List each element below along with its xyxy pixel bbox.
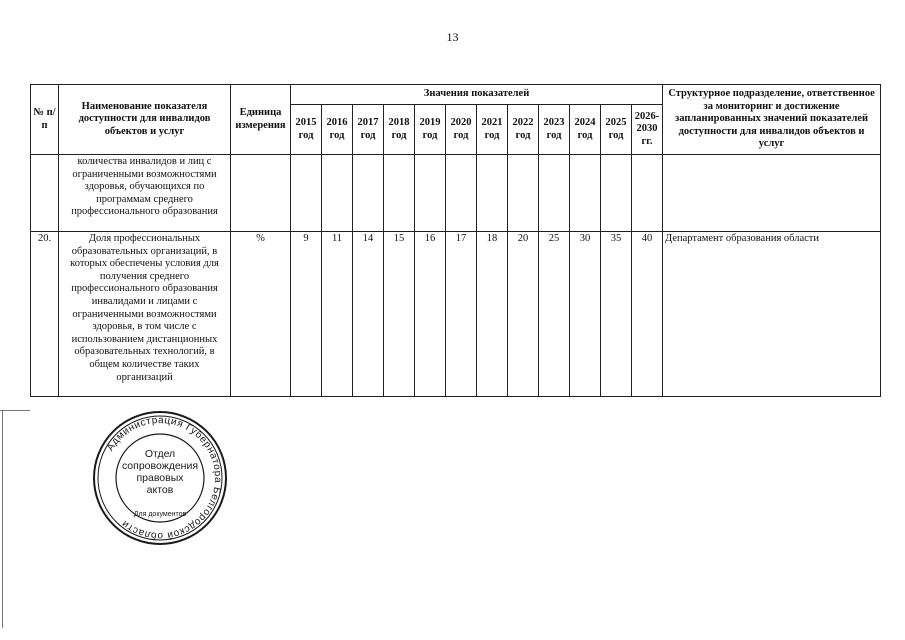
row-value: 40 — [632, 232, 663, 397]
table-row — [31, 155, 881, 232]
official-stamp — [90, 408, 230, 548]
table-row — [31, 232, 881, 397]
header-year: 2023 год — [539, 105, 570, 155]
stamp-bottom-text: Для документов — [133, 511, 187, 518]
row-value: 11 — [322, 232, 353, 397]
row-value — [322, 155, 353, 232]
row-value: 17 — [446, 232, 477, 397]
header-year: 2019 год — [415, 105, 446, 155]
row-value — [291, 155, 322, 232]
header-unit: Единица измерения — [231, 85, 291, 155]
row-value — [601, 155, 632, 232]
row-value: 30 — [570, 232, 601, 397]
row-name: количества инвалидов и лиц с ограниченными возможностями здоровья, обучающихся по программам среднего профессионального образования — [59, 155, 231, 232]
row-value: 18 — [477, 232, 508, 397]
row-num: 20. — [31, 232, 59, 397]
row-value — [477, 155, 508, 232]
header-num: № п/п — [31, 85, 59, 155]
header-year: 2018 год — [384, 105, 415, 155]
row-value — [446, 155, 477, 232]
row-value — [353, 155, 384, 232]
header-year: 2026-2030 гг. — [632, 105, 663, 155]
stamp-line: правовых — [136, 472, 184, 485]
row-name: Доля профессиональных образовательных организаций, в которых обеспечены условия для получения среднего профессионального образования инвалидами и лицами с ограниченными возможностями здоровья, в том числе с использованием дистанционных образовательных технологий, в общем количестве таких организаций — [59, 232, 231, 397]
stamp-center-text — [115, 448, 205, 496]
header-name: Наименование показателя доступности для инвалидов объектов и услуг — [59, 85, 231, 155]
row-value: 16 — [415, 232, 446, 397]
row-value: 35 — [601, 232, 632, 397]
header-year: 2017 год — [353, 105, 384, 155]
stamp-line: сопровождения — [121, 460, 199, 473]
row-value: 20 — [508, 232, 539, 397]
header-year: 2024 год — [570, 105, 601, 155]
header-year: 2020 год — [446, 105, 477, 155]
row-num — [31, 155, 59, 232]
scan-artifact-line — [0, 410, 30, 411]
row-unit: % — [231, 232, 291, 397]
row-value: 9 — [291, 232, 322, 397]
row-dept: Департамент образования области — [663, 232, 881, 397]
row-value: 14 — [353, 232, 384, 397]
row-value: 15 — [384, 232, 415, 397]
row-value — [539, 155, 570, 232]
header-year: 2022 год — [508, 105, 539, 155]
row-value — [570, 155, 601, 232]
header-year: 2015 год — [291, 105, 322, 155]
row-unit — [231, 155, 291, 232]
header-year: 2016 год — [322, 105, 353, 155]
header-dept: Структурное подразделение, ответственное за мониторинг и достижение запланированных значений показателей доступности для инвалидов объектов и услуг — [663, 85, 881, 155]
row-value: 25 — [539, 232, 570, 397]
row-value — [632, 155, 663, 232]
row-value — [384, 155, 415, 232]
row-value — [508, 155, 539, 232]
header-year: 2021 год — [477, 105, 508, 155]
header-values-group: Значения показателей — [291, 85, 663, 105]
scan-artifact-line — [2, 410, 3, 628]
stamp-line: Отдел — [144, 448, 176, 460]
row-value — [415, 155, 446, 232]
stamp-line: актов — [146, 484, 174, 497]
indicators-table — [30, 84, 881, 397]
stamp-ring-text: Администрация Губернатора Белгородской области — [104, 414, 224, 542]
row-dept — [663, 155, 881, 232]
page-number: 13 — [446, 30, 459, 44]
header-year: 2025 год — [601, 105, 632, 155]
